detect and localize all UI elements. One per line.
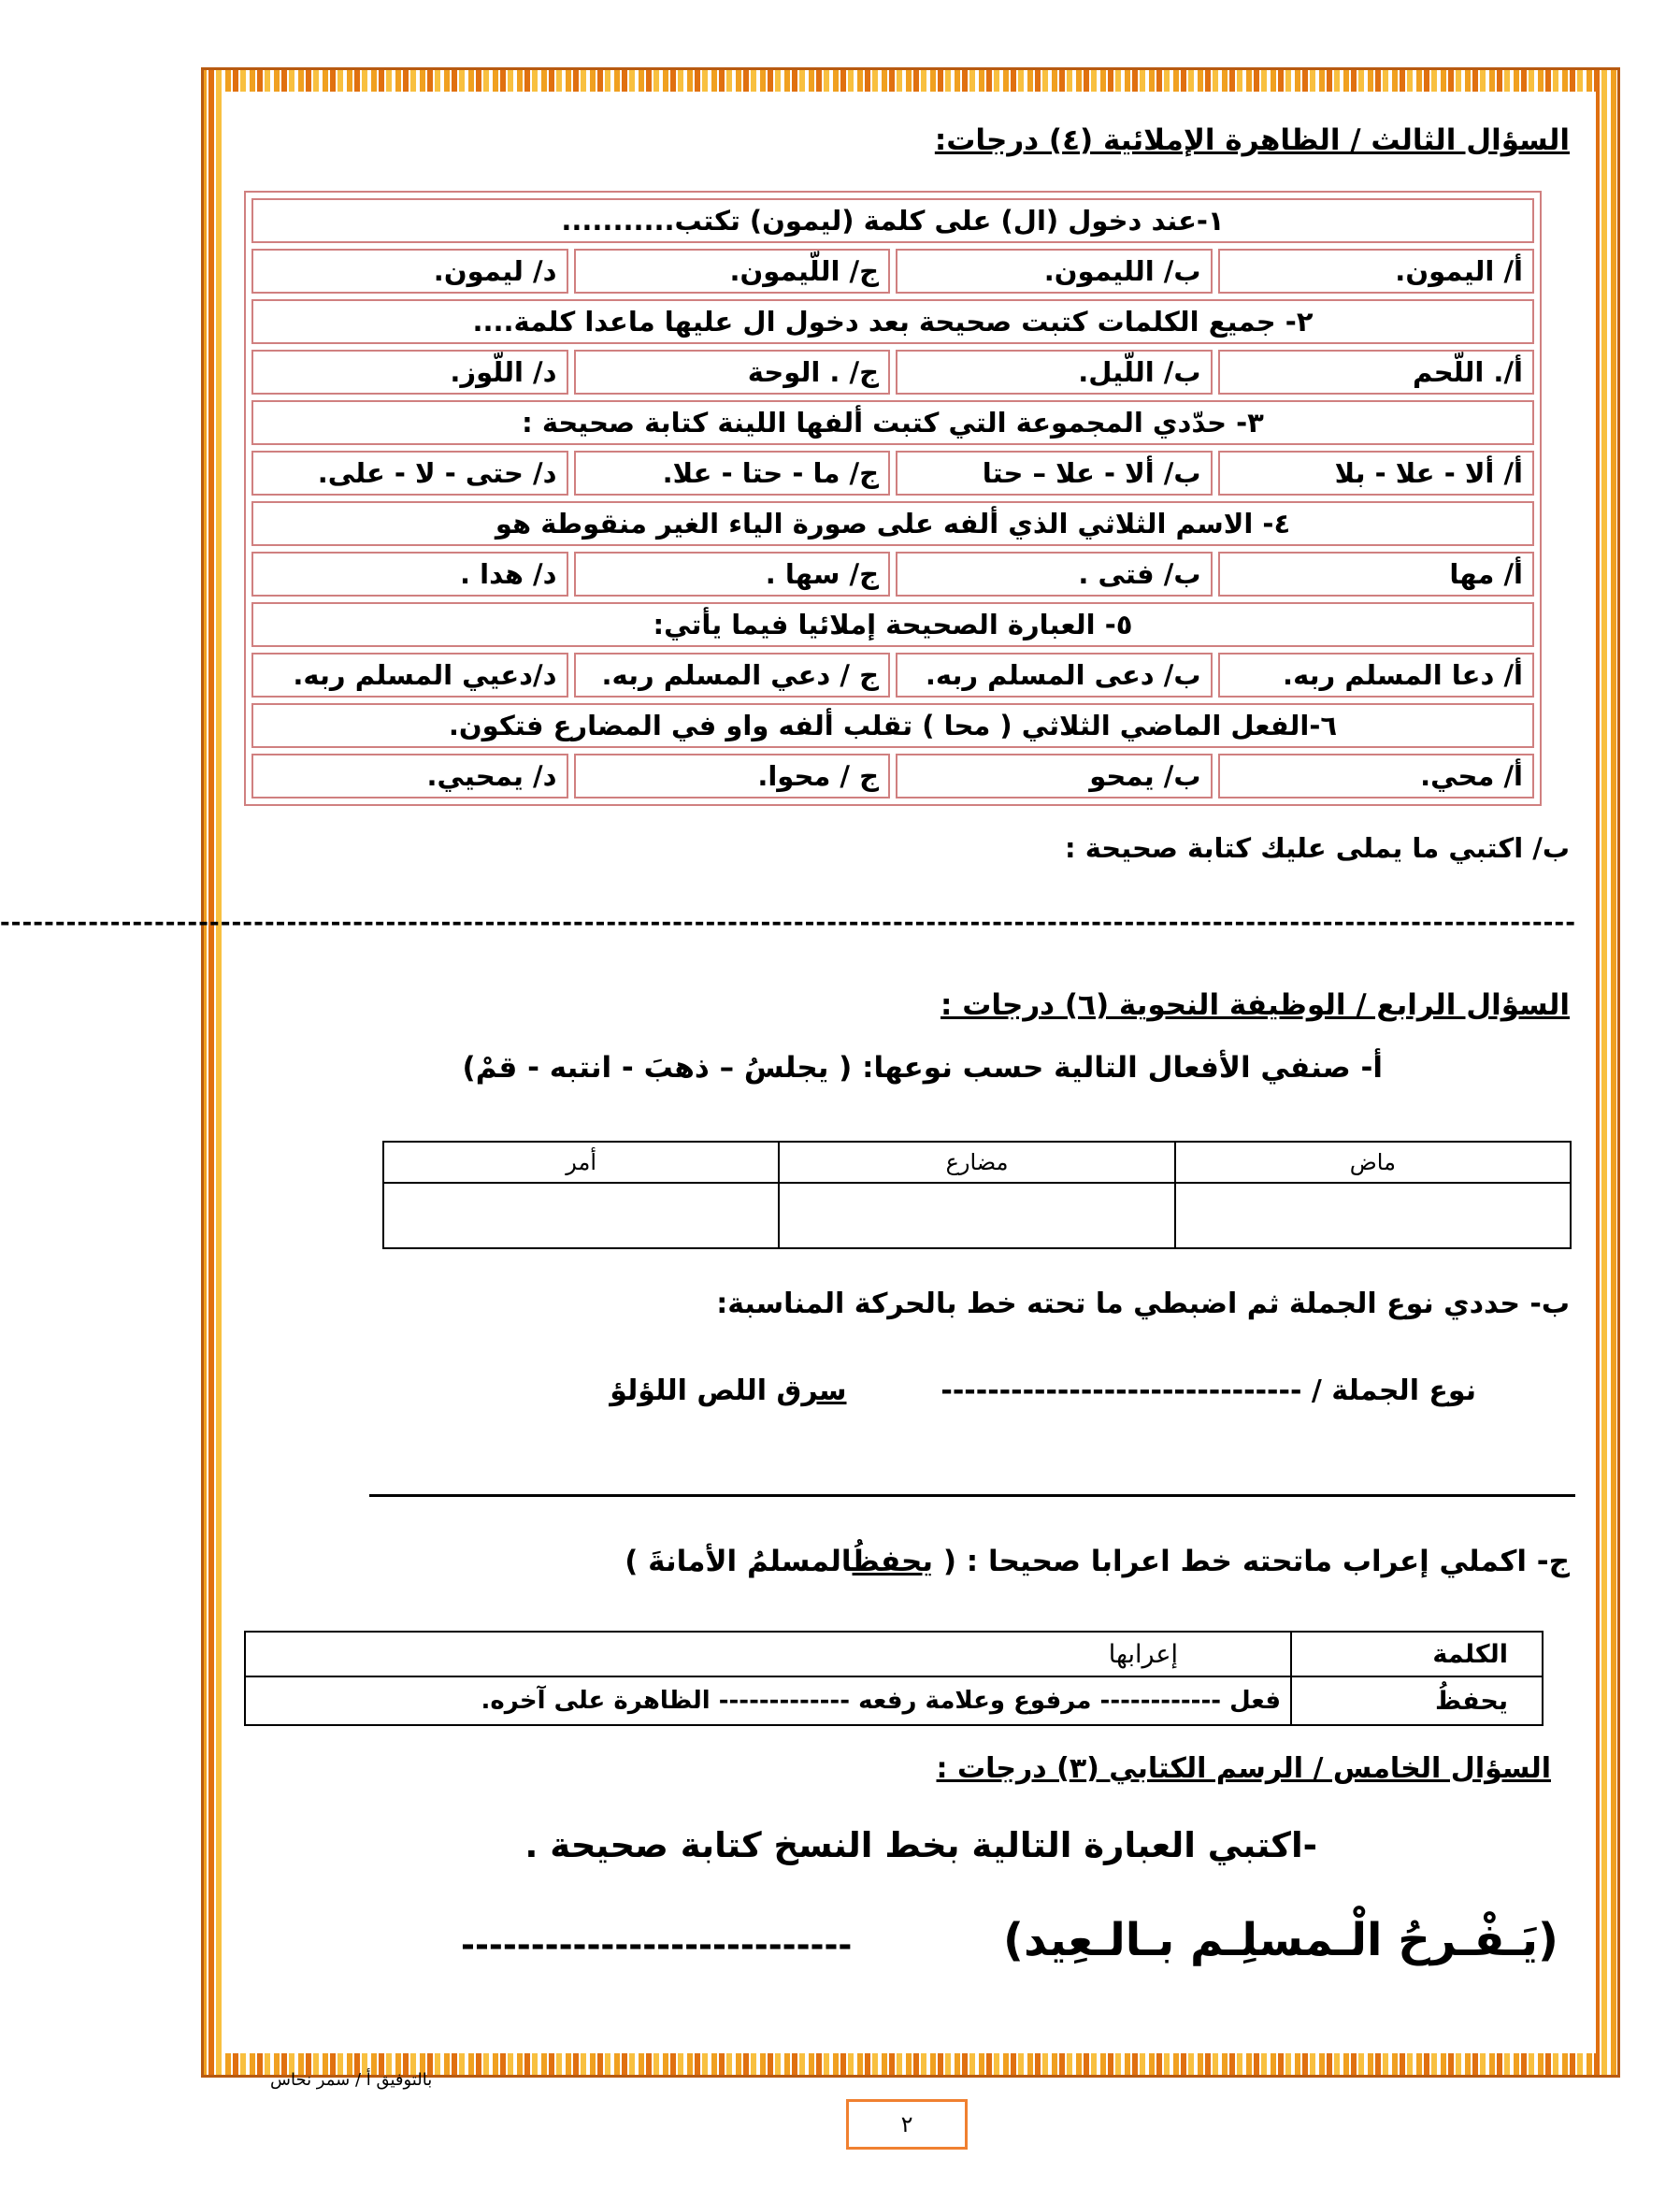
mcq-option[interactable]: ج / دعي المسلم ربه. — [574, 653, 891, 698]
mcq-option[interactable]: ب/ فتى . — [896, 552, 1213, 597]
mcq-option[interactable]: أ/ محي. — [1218, 754, 1535, 799]
irab-header-word: الكلمة — [1291, 1632, 1543, 1676]
q4-part-b: ب- حددي نوع الجملة ثم اضبطي ما تحته خط بالحركة المناسبة: — [716, 1288, 1570, 1320]
mcq-option[interactable]: ب/ دعى المسلم ربه. — [896, 653, 1213, 698]
q4-part-c — [625, 1545, 1570, 1578]
irab-word: يحفظُ — [1291, 1676, 1543, 1725]
mcq-question: ٣- حدّدي المجموعة التي كتبت ألفها اللينة كتابة صحيحة : — [251, 400, 1534, 445]
mcq-option[interactable]: د/ حتى - لا - على. — [251, 451, 568, 496]
q3-dictation: ب/ اكتبي ما يملى عليك كتابة صحيحة : — [1065, 832, 1570, 864]
mcq-question: ٥- العبارة الصحيحة إملائيا فيما يأتي: — [251, 602, 1534, 647]
section-divider: ----------------------------------------------------------------------------------------------------------------------------------------------- — [0, 909, 1576, 937]
verb-classification-table — [382, 1141, 1572, 1249]
q4-title: السؤال الرابع / الوظيفة النحوية (٦) درجات : — [941, 988, 1570, 1022]
mcq-option[interactable]: أ/ مها — [1218, 552, 1535, 597]
sentence-type-answer[interactable]: ------------------------------- — [941, 1374, 1302, 1407]
header-past: ماض — [1175, 1142, 1571, 1183]
sentence-rest: اللص اللؤلؤ — [610, 1374, 777, 1407]
answer-present[interactable] — [779, 1183, 1174, 1248]
mcq-option[interactable]: ب/ ألا - علا – حتا — [896, 451, 1213, 496]
footer-signature: بالتوفيق أ / سمر نحاس — [270, 2070, 433, 2090]
mcq-option[interactable]: د/دعيي المسلم ربه. — [251, 653, 568, 698]
mcq-option[interactable]: ب/ الليمون. — [896, 249, 1213, 294]
mcq-option[interactable]: أ/. اللّحم — [1218, 350, 1535, 395]
q5-answer-line[interactable]: ---------------------------- — [461, 1926, 853, 1964]
mcq-option[interactable]: ج/ اللّيمون. — [574, 249, 891, 294]
q5-title: السؤال الخامس / الرسم الكتابي (٣) درجات : — [936, 1752, 1551, 1785]
mcq-option[interactable]: ج/ . الوحة — [574, 350, 891, 395]
answer-line — [369, 1494, 1575, 1497]
mcq-option[interactable]: د/ يمحيي. — [251, 754, 568, 799]
mcq-option[interactable]: ب/ اللّيل. — [896, 350, 1213, 395]
mcq-option[interactable]: د/ ليمون. — [251, 249, 568, 294]
mcq-question: ٢- جميع الكلمات كتبت صحيحة بعد دخول ال عليها ماعدا كلمة.... — [251, 299, 1534, 344]
mcq-option[interactable]: د/ هدا . — [251, 552, 568, 597]
answer-imperative[interactable] — [383, 1183, 779, 1248]
sentence-type-label: نوع الجملة / — [1311, 1374, 1476, 1407]
q5-phrase: (يَـفْـرحُ الْـمسلِـم بـالـعِيد) — [1003, 1914, 1558, 1966]
irab-table — [244, 1631, 1544, 1726]
part-c-suffix: ُالمسلمُ الأمانةَ ) — [625, 1545, 853, 1578]
sentence-type-line — [610, 1374, 1476, 1407]
part-c-underlined: يحفظ — [852, 1545, 934, 1578]
header-present: مضارع — [779, 1142, 1174, 1183]
page-number: ٢ — [846, 2099, 968, 2150]
q5-instruction: -اكتبي العبارة التالية بخط النسخ كتابة صحيحة . — [524, 1825, 1317, 1865]
header-imperative: أمر — [383, 1142, 779, 1183]
q3-mcq-table — [244, 191, 1542, 806]
mcq-option[interactable]: أ/ اليمون. — [1218, 249, 1535, 294]
mcq-option[interactable]: د/ اللّوز. — [251, 350, 568, 395]
q3-title: السؤال الثالث / الظاهرة الإملائية (٤) درجات: — [934, 123, 1570, 157]
part-c-prefix: ج- اكملي إعراب ماتحته خط اعرابا صحيحا : ( — [933, 1545, 1570, 1578]
answer-past[interactable] — [1175, 1183, 1571, 1248]
mcq-option[interactable]: ج/ ما - حتا - علا. — [574, 451, 891, 496]
mcq-question: ٤- الاسم الثلاثي الذي ألفه على صورة الياء الغير منقوطة هو — [251, 501, 1534, 546]
mcq-question: ٦-الفعل الماضي الثلاثي ( محا ) تقلب ألفه واو في المضارع فتكون. — [251, 703, 1534, 748]
mcq-option[interactable]: أ/ ألا - علا - بلا — [1218, 451, 1535, 496]
sentence-underlined-word: سرق — [776, 1374, 847, 1407]
mcq-question: ١-عند دخول (ال) على كلمة (ليمون) تكتب........... — [251, 198, 1534, 243]
mcq-option[interactable]: ب/ يمحو — [896, 754, 1213, 799]
irab-header-analysis: إعرابها — [245, 1632, 1291, 1676]
q4-part-a: أ- صنفي الأفعال التالية حسب نوعها: ( يجلسُ – ذهبَ - انتبه - قمْ) — [462, 1051, 1383, 1085]
mcq-option[interactable]: ج / محوا. — [574, 754, 891, 799]
mcq-option[interactable]: أ/ دعا المسلم ربه. — [1218, 653, 1535, 698]
irab-analysis[interactable]: فعل ------------ مرفوع وعلامة رفعه ------------- الظاهرة على آخره. — [245, 1676, 1291, 1725]
mcq-option[interactable]: ج/ سها . — [574, 552, 891, 597]
